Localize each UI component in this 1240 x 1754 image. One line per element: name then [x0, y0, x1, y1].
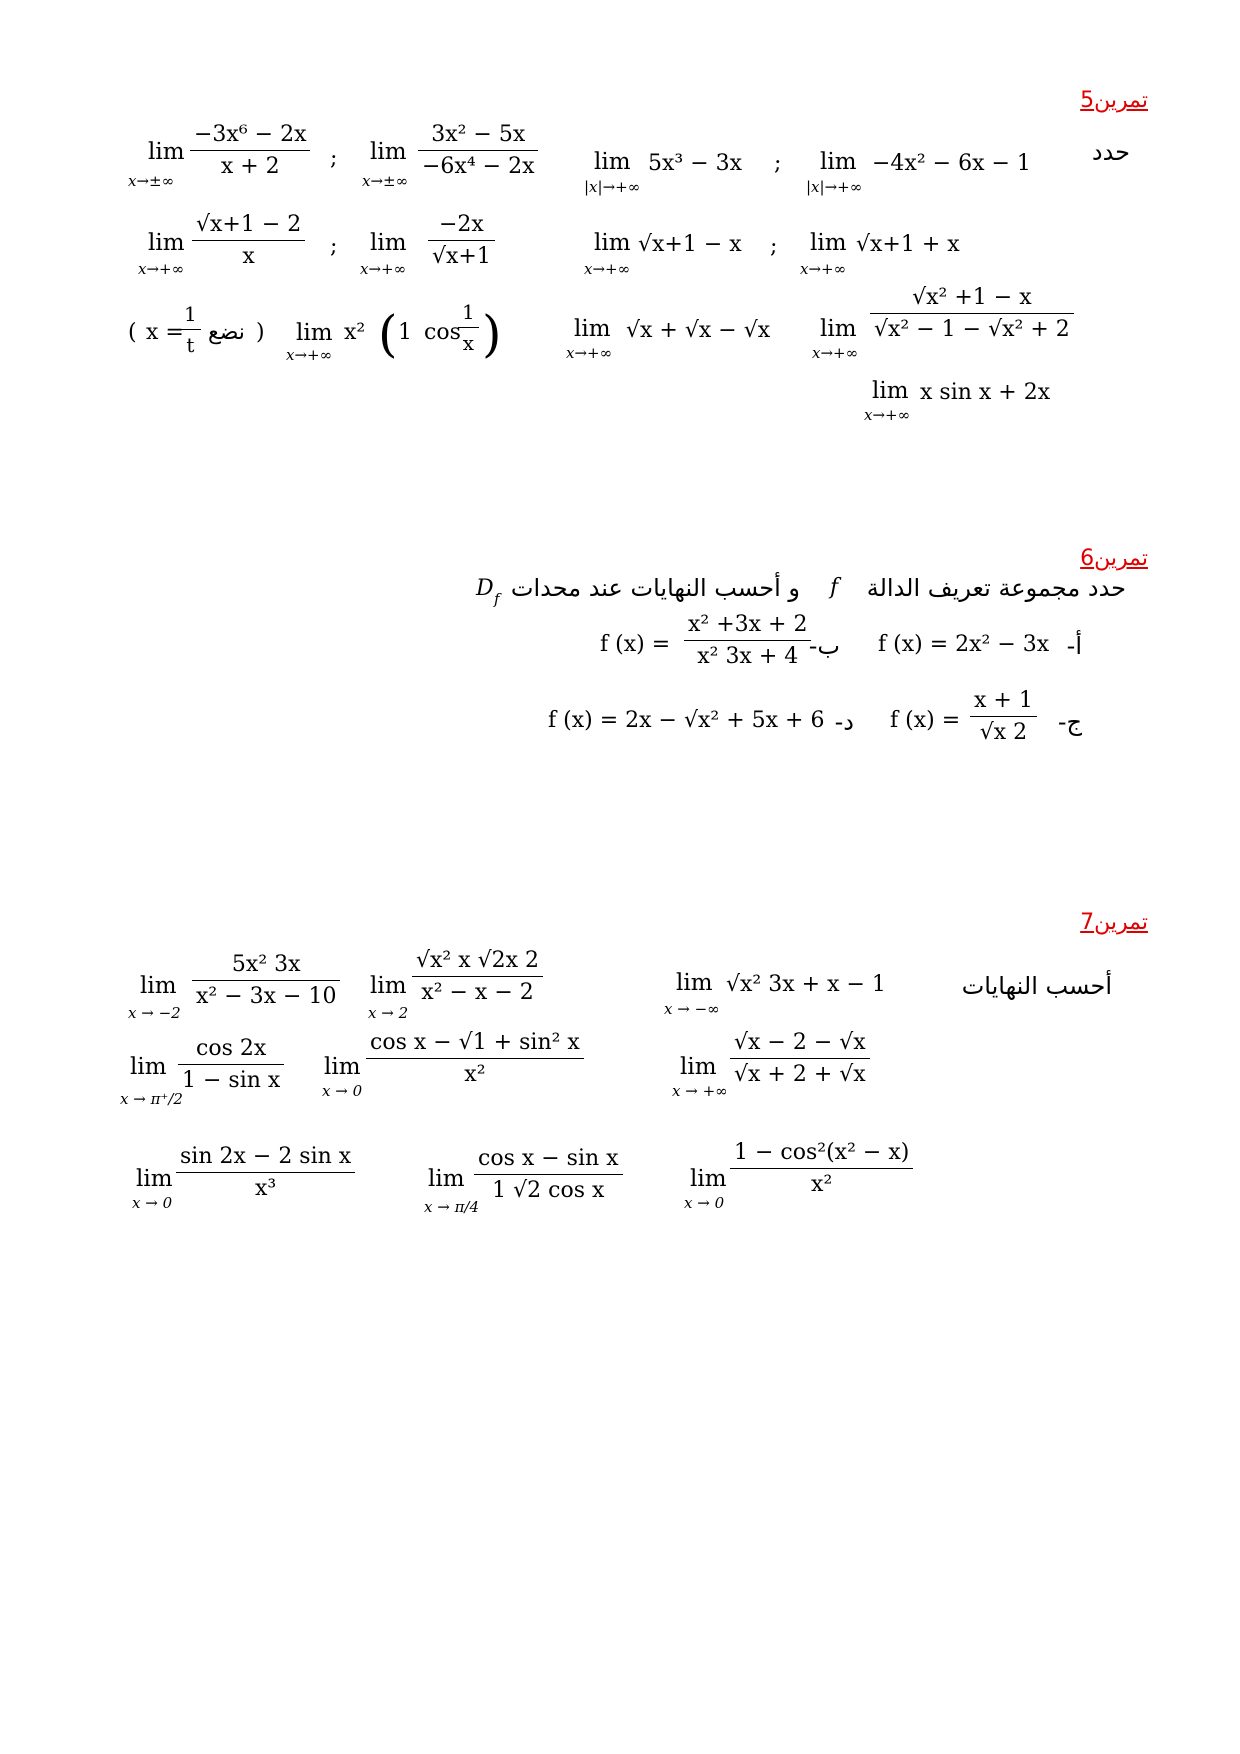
- separator: ;: [330, 234, 338, 259]
- separator: ;: [774, 151, 782, 176]
- exercise-5-instruction: حدد: [1091, 138, 1130, 166]
- exercise-7-title: تمرين7: [1080, 910, 1148, 935]
- exercise-7-instruction: أحسب النهايات: [961, 972, 1112, 1000]
- separator: ;: [330, 146, 338, 171]
- exercise-6-title: تمرين6: [1080, 546, 1148, 571]
- exercise-5-title: تمرين5: [1080, 88, 1148, 113]
- separator: ;: [770, 234, 778, 259]
